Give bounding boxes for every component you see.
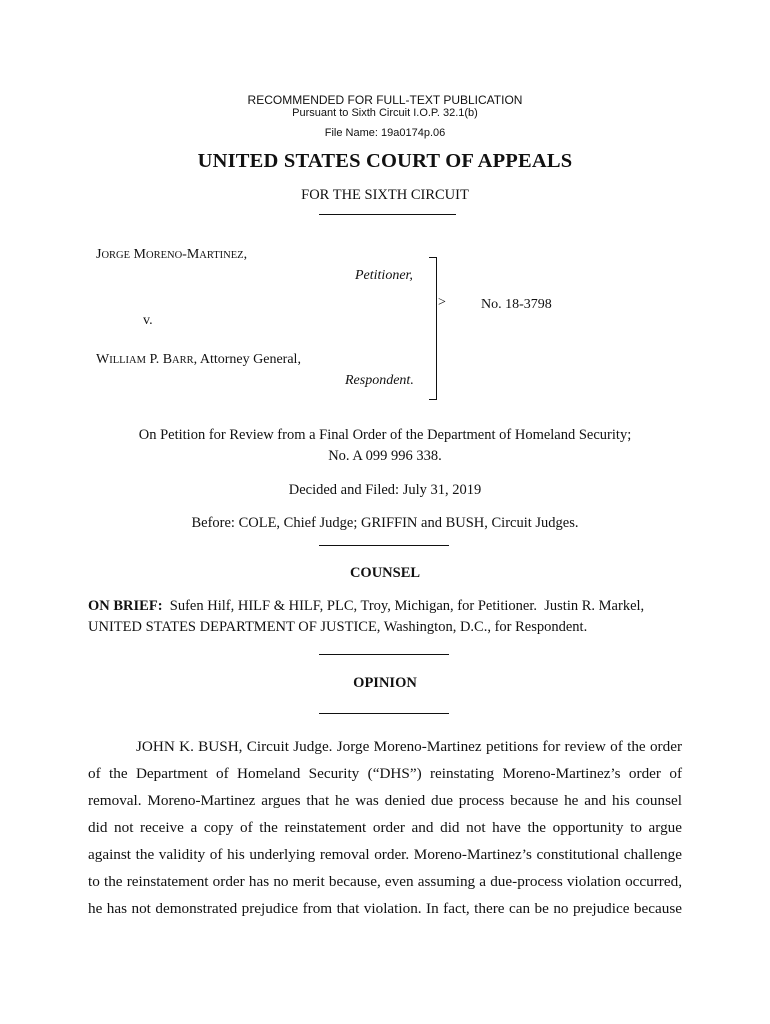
respondent-role: Respondent. bbox=[345, 373, 414, 388]
header-rule bbox=[319, 214, 456, 215]
respondent-name: WILLIAM P. BARR, Attorney General, bbox=[96, 352, 301, 367]
caption-bracket-bottom bbox=[429, 399, 436, 400]
opinion-line: removal. Moreno-Martinez argues that he was denied due process because he and his counsel bbox=[88, 792, 682, 809]
panel-judges: Before: COLE, Chief Judge; GRIFFIN and BUSH, Circuit Judges. bbox=[191, 515, 579, 531]
caption-bracket-line bbox=[436, 257, 437, 400]
opinion-line: against the validity of his underlying removal order. Moreno-Martinez’s constitutional challenge bbox=[88, 846, 682, 863]
counsel-heading: COUNSEL bbox=[349, 565, 421, 581]
opinion-line: he has not demonstrated prejudice from that violation. In fact, there can be no prejudice because bbox=[88, 900, 682, 917]
pursuant-notice: Pursuant to Sixth Circuit I.O.P. 32.1(b) bbox=[292, 107, 478, 119]
caption-bracket-point: > bbox=[438, 295, 446, 310]
court-circuit: FOR THE SIXTH CIRCUIT bbox=[301, 187, 469, 203]
opinion-line: JOHN K. BUSH, Circuit Judge. Jorge Moreno-Martinez petitions for review of the order bbox=[136, 738, 682, 755]
file-name: File Name: 19a0174p.06 bbox=[324, 127, 446, 139]
decided-date: Decided and Filed: July 31, 2019 bbox=[288, 482, 482, 498]
counsel-line-2: UNITED STATES DEPARTMENT OF JUSTICE, Washington, D.C., for Respondent. bbox=[88, 619, 588, 635]
petitioner-role: Petitioner, bbox=[355, 268, 413, 283]
counsel-rule bbox=[319, 654, 449, 655]
versus: v. bbox=[143, 313, 153, 328]
opinion-rule bbox=[319, 713, 449, 714]
counsel-label: ON BRIEF: bbox=[88, 598, 163, 614]
court-title: UNITED STATES COURT OF APPEALS bbox=[197, 150, 573, 172]
petition-line-2: No. A 099 996 338. bbox=[328, 448, 442, 464]
petition-line-1: On Petition for Review from a Final Order of the Department of Homeland Security; bbox=[138, 427, 632, 443]
counsel-line-1 bbox=[88, 598, 682, 615]
opinion-heading: OPINION bbox=[353, 675, 417, 691]
counsel-text-1: Sufen Hilf, HILF & HILF, PLC, Troy, Michigan, for Petitioner. Justin R. Markel, bbox=[162, 598, 645, 614]
caption-bracket-top bbox=[429, 257, 436, 258]
publication-notice: RECOMMENDED FOR FULL-TEXT PUBLICATION bbox=[247, 93, 523, 107]
opinion-line: of the Department of Homeland Security (“DHS”) reinstating Moreno-Martinez’s order of bbox=[88, 765, 682, 782]
petitioner-name: JORGE MORENO-MARTINEZ, bbox=[96, 247, 248, 262]
panel-rule bbox=[319, 545, 449, 546]
opinion-line: did not receive a copy of the reinstatement order and did not have the opportunity to argue bbox=[88, 819, 682, 836]
case-number: No. 18-3798 bbox=[481, 297, 552, 312]
opinion-line: to the reinstatement order has no merit because, even assuming a due-process violation occurred, bbox=[88, 873, 682, 890]
